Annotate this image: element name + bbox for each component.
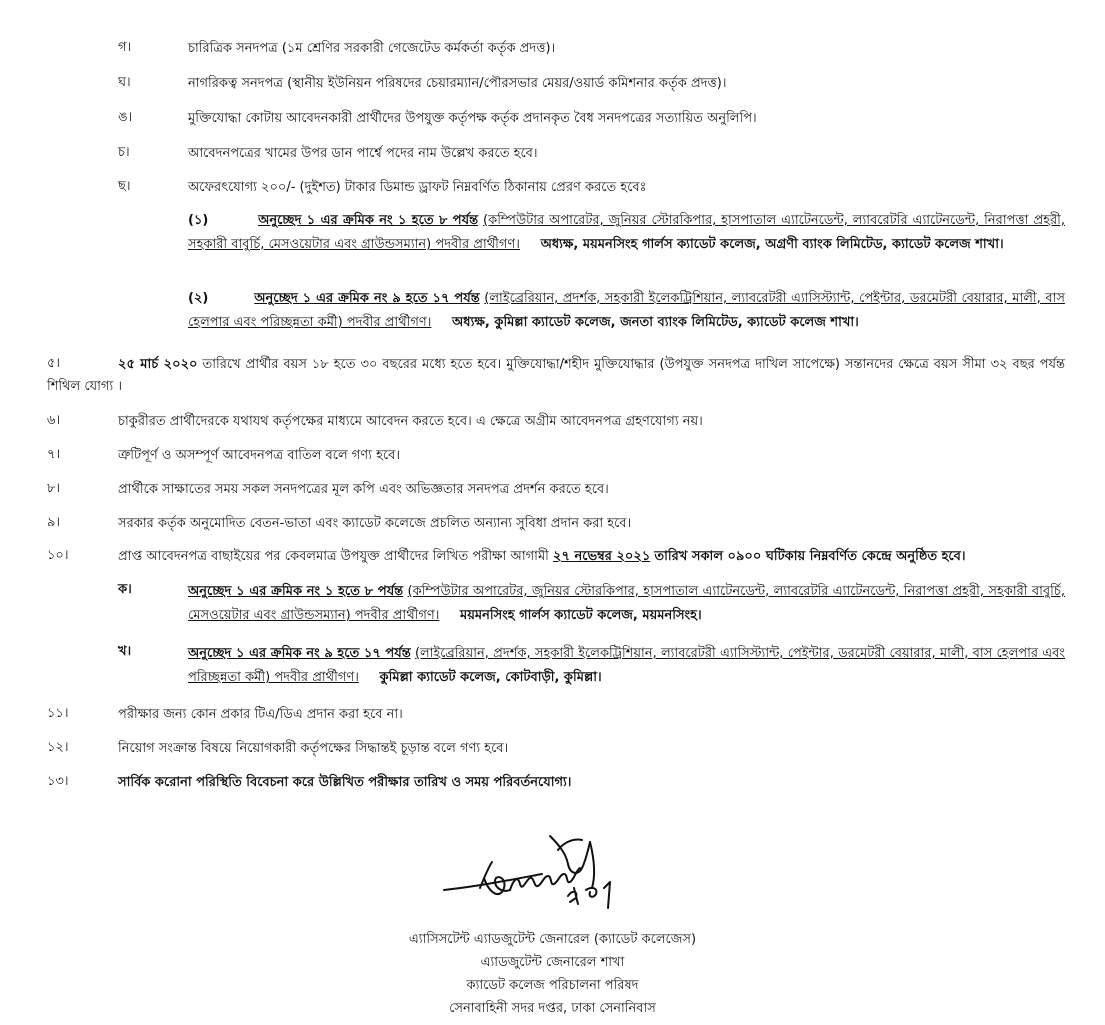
item-text: মুক্তিযোদ্ধা কোটায় আবেদনকারী প্রার্থীদের উপযুক্ত কর্তৃপক্ষ কর্তৃক প্রদানকৃত বৈধ সনদপত্রের সত্যায়িত অনুলিপি। bbox=[188, 111, 757, 126]
item-text: পরীক্ষার জন্য কোন প্রকার টিএ/ডিএ প্রদান করা হবে না। bbox=[118, 707, 403, 722]
item-10-text-a: প্রাপ্ত আবেদনপত্র বাছাইয়ের পর কেবলমাত্র উপযুক্ত প্রার্থীদের লিখিত পরীক্ষা আগামী bbox=[118, 549, 549, 564]
exam-kha-posts: (লাইব্রেরিয়ান, প্রদর্শক, সহকারী ইলেকট্রিশিয়ান, ল্যাবরেটরী এ্যাসিস্ট্যান্ট, পেইন্টার, ডরমেটরী বেয়ারার, মালী, বাস হেলপার এবং পরিচ্ছন্নতা কর্মী) পদবীর প্রার্থীগণ। bbox=[188, 646, 1065, 685]
item-10-paragraph bbox=[118, 546, 1063, 567]
item-text: সরকার কর্তৃক অনুমোদিত বেতন-ভাতা এবং ক্যাডেট কলেজে প্রচলিত অন্যান্য সুবিধা প্রদান করা হবে। bbox=[118, 516, 632, 531]
item-number: ১২। bbox=[47, 740, 69, 755]
item-label: ঙ। bbox=[118, 110, 133, 125]
item-5-text: তারিখে প্রার্থীর বয়স ১৮ হতে ৩০ বছরের মধ্যে হতে হবে। মুক্তিযোদ্ধা/শহীদ মুক্তিযোদ্ধার (উপযুক্ত সনদপত্র দাখিল সাপেক্ষে) সন্তানদের ক্ষেত্রে বয়স সীমা ৩২ বছর পর্যন্ত শিথিল যোগ্য । bbox=[47, 357, 1065, 394]
item-text: আবেদনপত্রের খামের উপর ডান পার্শ্বে পদের নাম উল্লেখ করতে হবে। bbox=[188, 146, 538, 161]
item-text: সার্বিক করোনা পরিস্থিতি বিবেচনা করে উল্লিখিত পরীক্ষার তারিখ ও সময় পরিবর্তনযোগ্য। bbox=[118, 775, 572, 790]
item-number: ৭। bbox=[47, 447, 61, 462]
item-text: নাগরিকত্ব সনদপত্র (স্থানীয় ইউনিয়ন পরিষদের চেয়ারম্যান/পৌরসভার মেয়র/ওয়ার্ড কমিশনার কর্তৃক প্রদত্ত)। bbox=[188, 76, 727, 91]
item-text: চাকুরীরত প্রার্থীদেরকে যথাযথ কর্তৃপক্ষের মাধ্যমে আবেদন করতে হবে। এ ক্ষেত্রে অগ্রীম আবেদনপত্র গ্রহণযোগ্য নয়। bbox=[118, 414, 703, 429]
draft-2-number: (২) bbox=[188, 291, 209, 306]
item-text: ত্রুটিপূর্ণ ও অসম্পূর্ণ আবেদনপত্র বাতিল বলে গণ্য হবে। bbox=[118, 448, 401, 463]
exam-kha-center: কুমিল্লা ক্যাডেট কলেজ, কোটবাড়ী, কুমিল্লা। bbox=[379, 670, 602, 685]
exam-kha-paragraph bbox=[188, 642, 1065, 690]
handwritten-signature bbox=[440, 828, 660, 928]
signatory-address: সেনাবাহিনী সদর দপ্তর, ঢাকা সেনানিবাস bbox=[449, 1001, 656, 1016]
item-number: ১৩। bbox=[47, 774, 69, 789]
signatory-council: ক্যাডেট কলেজ পরিচালনা পরিষদ bbox=[466, 978, 639, 993]
item-10-text-b: তারিখ সকাল ০৯০০ ঘটিকায় নিম্নবর্ণিত কেন্দ্রে অনুষ্ঠিত হবে। bbox=[654, 549, 966, 564]
draft-1-address: অধ্যক্ষ, ময়মনসিংহ গার্লস ক্যাডেট কলেজ, অগ্রণী ব্যাংক লিমিটেড, ক্যাডেট কলেজ শাখা। bbox=[540, 237, 1004, 252]
draft-1-posts: (কম্পিউটার অপারেটর, জুনিয়র স্টোরকিপার, হাসপাতাল এ্যাটেনডেন্ট, ল্যাবরেটরি এ্যাটেনডেন্ট, নিরাপত্তা প্রহরী, সহকারী বাবুর্চি, মেসওয়েটার এবং গ্রাউন্ডসম্যান) পদবীর প্রার্থীগণ। bbox=[188, 213, 1065, 252]
item-10-date: ২৭ নভেম্বর ২০২১ bbox=[553, 549, 651, 564]
signatory-designation: এ্যাসিসটেন্ট এ্যাডজুটেন্ট জেনারেল (ক্যাডেট কলেজেস) bbox=[408, 932, 697, 947]
item-label: চ। bbox=[118, 145, 130, 160]
item-number: ৫। bbox=[47, 356, 61, 371]
exam-ka-paragraph bbox=[188, 580, 1065, 628]
item-text: অফেরৎযোগ্য ২০০/- (দুইশত) টাকার ডিমান্ড ড্রাফট নিম্নবর্ণিত ঠিকানায় প্রেরণ করতে হবেঃ bbox=[188, 180, 647, 195]
draft-1-paragraph bbox=[188, 209, 1065, 279]
exam-ka-center: ময়মনসিংহ গার্লস ক্যাডেট কলেজ, ময়মনসিংহ। bbox=[460, 608, 702, 623]
item-number: ৬। bbox=[47, 413, 61, 428]
item-5-date: ২৫ মার্চ ২০২০ bbox=[118, 357, 198, 372]
signature-block bbox=[0, 928, 1105, 1020]
signatory-branch: এ্যাডজুটেন্ট জেনারেল শাখা bbox=[480, 955, 625, 970]
item-number: ৮। bbox=[47, 481, 61, 496]
draft-1-heading: অনুচ্ছেদ ১ এর ক্রমিক নং ১ হতে ৮ পর্যন্ত bbox=[258, 213, 479, 228]
item-number: ১১। bbox=[47, 706, 69, 721]
item-text: চারিত্রিক সনদপত্র (১ম শ্রেণির সরকারী গেজেটেড কর্মকর্তা কর্তৃক প্রদত্ত)। bbox=[188, 41, 556, 56]
draft-2-heading: অনুচ্ছেদ ১ এর ক্রমিক নং ৯ হতে ১৭ পর্যন্ত bbox=[254, 291, 480, 306]
item-label: ছ। bbox=[118, 179, 131, 194]
exam-ka-label: ক। bbox=[118, 582, 132, 597]
item-number: ৯। bbox=[47, 515, 61, 530]
exam-kha-label: খ। bbox=[118, 644, 132, 659]
item-number: ১০। bbox=[47, 548, 69, 563]
draft-2-address: অধ্যক্ষ, কুমিল্লা ক্যাডেট কলেজ, জনতা ব্যাংক লিমিটেড, ক্যাডেট কলেজ শাখা। bbox=[452, 315, 859, 330]
exam-kha-heading: অনুচ্ছেদ ১ এর ক্রমিক নং ৯ হতে ১৭ পর্যন্ত bbox=[188, 646, 411, 661]
item-label: ঘ। bbox=[118, 75, 131, 90]
draft-2-posts: (লাইব্রেরিয়ান, প্রদর্শক, সহকারী ইলেকট্রিশিয়ান, ল্যাবরেটরী এ্যাসিস্ট্যান্ট, পেইন্টার, ডরমেটরী বেয়ারার, মালী, বাস হেলপার এবং পরিচ্ছন্নতা কর্মী) পদবীর প্রার্থীগণ। bbox=[188, 291, 1065, 330]
item-text: নিয়োগ সংক্রান্ত বিষয়ে নিয়োগকারী কর্তৃপক্ষের সিদ্ধান্তই চূড়ান্ত বলে গণ্য হবে। bbox=[118, 741, 509, 756]
draft-2-paragraph bbox=[188, 287, 1065, 335]
exam-ka-heading: অনুচ্ছেদ ১ এর ক্রমিক নং ১ হতে ৮ পর্যন্ত bbox=[188, 584, 404, 599]
item-5-paragraph bbox=[47, 354, 1065, 398]
item-text: প্রার্থীকে সাক্ষাতের সময় সকল সনদপত্রের মূল কপি এবং অভিজ্ঞতার সনদপত্র প্রদর্শন করতে হবে। bbox=[118, 482, 609, 497]
draft-1-number: (১) bbox=[188, 213, 209, 228]
exam-ka-posts: (কম্পিউটার অপারেটর, জুনিয়র স্টোরকিপার, হাসপাতাল এ্যাটেনডেন্ট, ল্যাবরেটরি এ্যাটেনডেন্ট, নিরাপত্তা প্রহরী, সহকারী বাবুর্চি, মেসওয়েটার এবং গ্রাউন্ডসম্যান) পদবীর প্রার্থীগণ। bbox=[188, 584, 1065, 623]
item-label: গ। bbox=[118, 40, 132, 55]
